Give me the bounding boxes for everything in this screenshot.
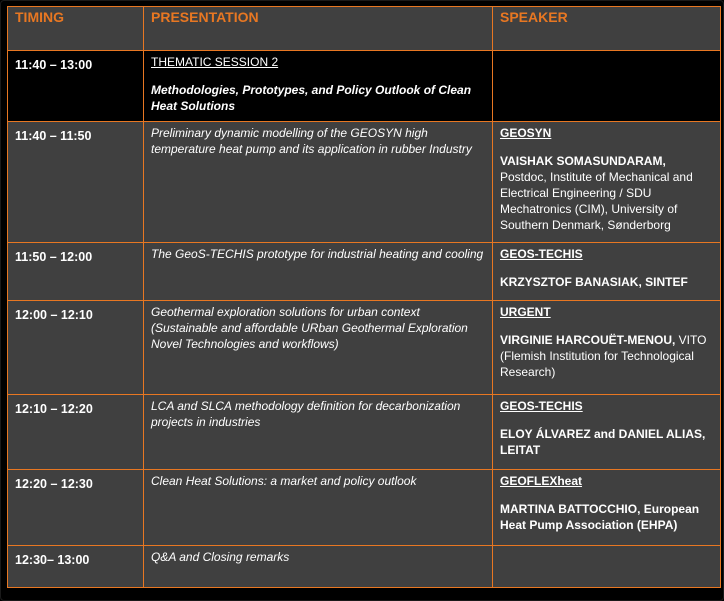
row-time: 11:50 – 12:00	[8, 243, 144, 301]
project-name: GEOFLEXheat	[500, 474, 583, 488]
table-row	[8, 243, 721, 301]
session-time: 11:40 – 13:00	[8, 51, 144, 122]
header-row	[8, 7, 721, 51]
row-presentation	[144, 122, 493, 243]
presentation-title: Preliminary dynamic modelling of the GEOSYN high temperature heat pump and its application in rubber Industry	[151, 126, 472, 156]
presentation-title: Clean Heat Solutions: a market and policy outlook	[151, 474, 417, 488]
speaker-name: KRZYSZTOF BANASIAK, SINTEF	[500, 275, 688, 289]
session-cell	[144, 51, 493, 122]
session-label: THEMATIC SESSION 2	[151, 55, 279, 69]
project-name: GEOS-TECHIS	[500, 247, 583, 261]
presentation-title: Q&A and Closing remarks	[151, 550, 290, 564]
speaker-info	[500, 274, 713, 290]
speaker-name: ELOY ÁLVAREZ and DANIEL ALIAS, LEITAT	[500, 427, 706, 457]
header-speaker: SPEAKER	[493, 7, 721, 51]
header-timing: TIMING	[8, 7, 144, 51]
row-presentation	[144, 546, 493, 588]
table-row	[8, 301, 721, 395]
presentation-title: Geothermal exploration solutions for urban context (Sustainable and affordable URban Geothermal Exploration Novel Technologies and workflows)	[151, 305, 468, 351]
speaker-affiliation: Postdoc, Institute of Mechanical and Electrical Engineering / SDU Mechatronics (CIM), University of Southern Denmark, Sønderborg	[500, 170, 693, 232]
session-speaker-cell	[493, 51, 721, 122]
speaker-info	[500, 426, 713, 458]
speaker-name: MARTINA BATTOCCHIO, European Heat Pump Association (EHPA)	[500, 502, 700, 532]
row-speaker	[493, 243, 721, 301]
row-speaker	[493, 546, 721, 588]
session-row	[8, 51, 721, 122]
row-time: 12:30– 13:00	[8, 546, 144, 588]
table-row	[8, 395, 721, 470]
row-presentation	[144, 395, 493, 470]
row-speaker	[493, 395, 721, 470]
project-name: GEOS-TECHIS	[500, 399, 583, 413]
speaker-info	[500, 501, 713, 533]
table-row	[8, 122, 721, 243]
row-speaker	[493, 122, 721, 243]
row-presentation	[144, 470, 493, 546]
speaker-affiliation: VITO (Flemish Institution for Technological Research)	[500, 333, 707, 379]
presentation-title: LCA and SLCA methodology definition for decarbonization projects in industries	[151, 399, 461, 429]
row-presentation	[144, 301, 493, 395]
row-time: 12:10 – 12:20	[8, 395, 144, 470]
speaker-name: VIRGINIE HARCOUËT-MENOU,	[500, 333, 676, 347]
table-row	[8, 546, 721, 588]
row-presentation	[144, 243, 493, 301]
row-speaker	[493, 470, 721, 546]
row-speaker	[493, 301, 721, 395]
presentation-title: The GeoS-TECHIS prototype for industrial heating and cooling	[151, 247, 484, 261]
row-time: 12:20 – 12:30	[8, 470, 144, 546]
project-name: URGENT	[500, 305, 551, 319]
header-presentation: PRESENTATION	[144, 7, 493, 51]
speaker-info	[500, 332, 713, 380]
row-time: 12:00 – 12:10	[8, 301, 144, 395]
session-title: Methodologies, Prototypes, and Policy Outlook of Clean Heat Solutions	[151, 83, 472, 113]
row-time: 11:40 – 11:50	[8, 122, 144, 243]
project-name: GEOSYN	[500, 126, 552, 140]
agenda-table	[7, 6, 721, 588]
speaker-info	[500, 153, 713, 233]
speaker-name: VAISHAK SOMASUNDARAM,	[500, 154, 666, 168]
table-row	[8, 470, 721, 546]
